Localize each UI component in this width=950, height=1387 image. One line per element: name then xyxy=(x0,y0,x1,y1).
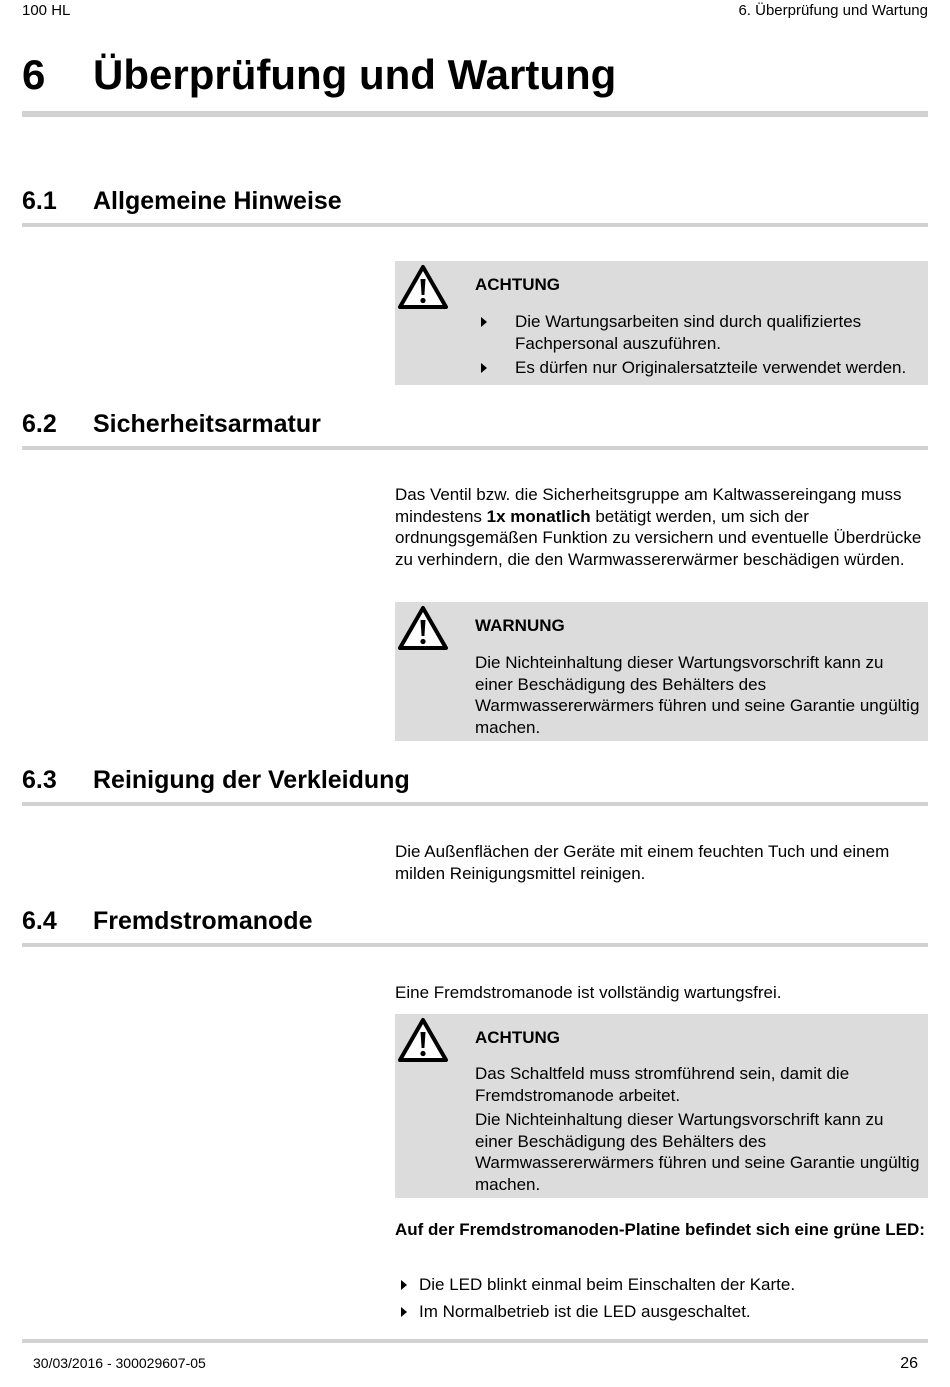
warning-triangle-icon xyxy=(397,264,449,310)
page-number: 26 xyxy=(900,1355,918,1372)
paragraph-emphasis: 1x monatlich xyxy=(486,506,591,526)
section-number-6-1: 6.1 xyxy=(22,187,57,215)
notice-text: Die Nichteinhaltung dieser Wartungsvorschrift kann zu einer Beschädigung des Behälters des Warmwassererwärmers führen und seine Garantie ungültig machen. xyxy=(475,1110,920,1194)
led-list-item-text: Im Normalbetrieb ist die LED ausgeschaltet. xyxy=(419,1302,751,1321)
bullet-arrow-icon xyxy=(401,1280,407,1290)
paragraph-reinigung: Die Außenflächen der Geräte mit einem feuchten Tuch und einem milden Reinigungsmittel reinigen. xyxy=(395,842,890,883)
warning-triangle-icon xyxy=(397,605,449,651)
section-number-6-3: 6.3 xyxy=(22,766,57,794)
running-header-right: 6. Überprüfung und Wartung xyxy=(738,2,928,19)
chapter-number: 6 xyxy=(22,51,46,98)
bullet-arrow-icon xyxy=(481,317,487,327)
notice-text: Die Nichteinhaltung dieser Wartungsvorschrift kann zu einer Beschädigung des Behälters des Warmwassererwärmers führen und seine Garantie ungültig machen. xyxy=(475,653,920,737)
paragraph-fremdstromanode: Eine Fremdstromanode ist vollständig wartungsfrei. xyxy=(395,983,782,1002)
notice-item-text: Die Wartungsarbeiten sind durch qualifiziertes Fachpersonal auszuführen. xyxy=(515,312,862,353)
notice-text: Das Schaltfeld muss stromführend sein, damit die Fremdstromanode arbeitet. xyxy=(475,1064,850,1105)
chapter-title: Überprüfung und Wartung xyxy=(93,51,617,98)
section-rule-6-3 xyxy=(22,802,928,806)
notice-item-text: Es dürfen nur Originalersatzteile verwendet werden. xyxy=(515,358,907,377)
bullet-arrow-icon xyxy=(481,363,487,373)
paragraph-text: Das Ventil bzw. die Sicherheitsgruppe am Kaltwassereingang muss mindestens xyxy=(395,485,902,526)
chapter-rule xyxy=(22,111,928,117)
notice-achtung-2 xyxy=(395,1014,928,1198)
section-number-6-4: 6.4 xyxy=(22,907,57,935)
notice-warnung xyxy=(395,602,928,741)
bullet-arrow-icon xyxy=(401,1307,407,1317)
section-rule-6-2 xyxy=(22,446,928,450)
section-rule-6-4 xyxy=(22,943,928,947)
warning-triangle-icon xyxy=(397,1017,449,1063)
paragraph-sicherheitsarmatur xyxy=(395,484,930,570)
notice-title: ACHTUNG xyxy=(475,1028,560,1047)
section-title-6-3: Reinigung der Verkleidung xyxy=(93,766,410,794)
running-header-left: 100 HL xyxy=(22,2,71,19)
section-number-6-2: 6.2 xyxy=(22,410,57,438)
paragraph-text: betätigt werden, um sich der ordnungsgemäßen Funktion zu versichern und eventuelle Überdrücke zu verhindern, die den Warmwassererwärmer beschädigen würden. xyxy=(395,506,922,569)
notice-title: ACHTUNG xyxy=(475,275,560,294)
section-title-6-4: Fremdstromanode xyxy=(93,907,313,935)
section-rule-6-1 xyxy=(22,223,928,227)
footer-document-info: 30/03/2016 - 300029607-05 xyxy=(33,1355,206,1371)
section-title-6-2: Sicherheitsarmatur xyxy=(93,410,321,438)
led-list-item-text: Die LED blinkt einmal beim Einschalten der Karte. xyxy=(419,1275,796,1294)
section-title-6-1: Allgemeine Hinweise xyxy=(93,187,342,215)
led-heading: Auf der Fremdstromanoden-Platine befindet sich eine grüne LED: xyxy=(395,1220,925,1239)
notice-title: WARNUNG xyxy=(475,616,565,635)
notice-achtung-1 xyxy=(395,261,928,385)
footer-rule xyxy=(22,1339,928,1343)
